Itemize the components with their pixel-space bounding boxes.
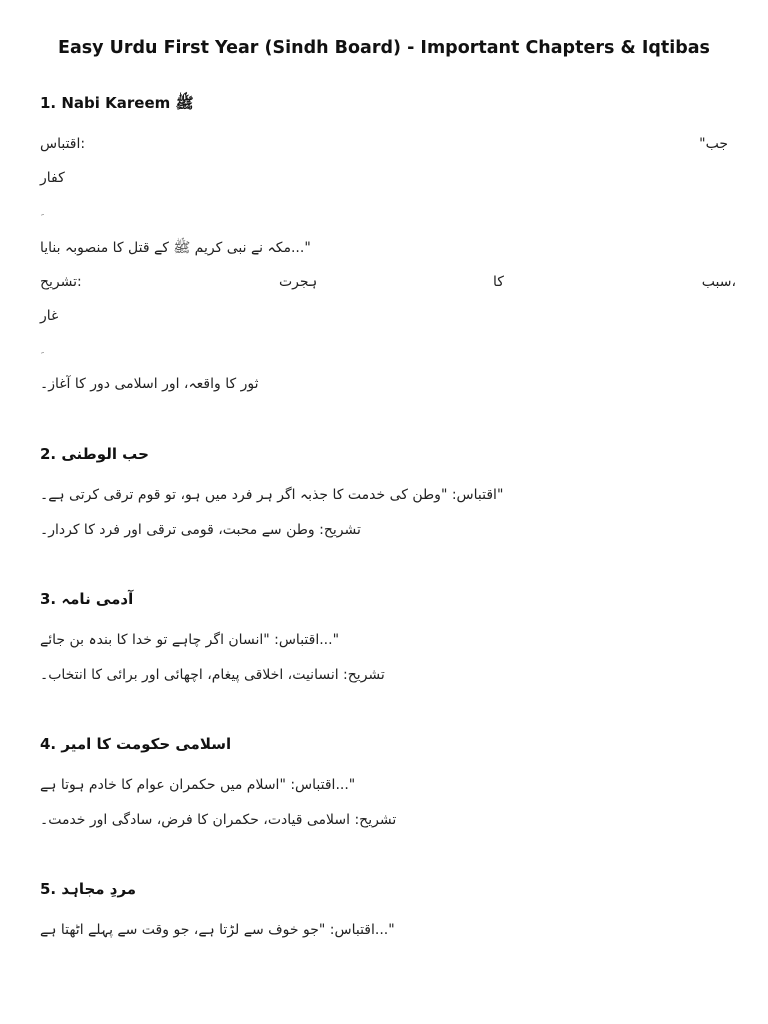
section-5-heading: 5. مردِ مجاہد [40,880,137,898]
quote-text-line-2: کفار [40,170,65,186]
section-3-heading: 3. آدمی نامہ [40,590,134,608]
explanation-line-2: غار [40,308,59,324]
section-4-explanation: تشریح: اسلامی قیادت، حکمران کا فرض، سادگی اور خدمت۔ [40,812,397,828]
explanation-word-3: سبب، [701,274,736,290]
explanation-label: تشریح: [40,274,82,290]
section-3-quote: اقتباس: "انسان اگر چاہے تو خدا کا بندہ بن جائے..." [40,632,340,648]
section-5-quote: اقتباس: "جو خوف سے لڑتا ہے، جو وقت سے پہلے اٹھتا ہے..." [40,922,395,938]
quote-label: اقتباس: [40,136,86,152]
quote-text-end: "جب [699,136,728,152]
explanation-word-1: ہجرت [279,274,318,290]
section-1-heading: 1. Nabi Kareem ﷺ [40,94,194,112]
explanation-word-2: کا [493,274,504,290]
section-4-quote: اقتباس: "اسلام میں حکمران عوام کا خادم ہوتا ہے..." [40,777,356,793]
section-2-explanation: تشریح: وطن سے محبت، قومی ترقی اور فرد کا کردار۔ [40,522,361,538]
section-4-heading: 4. اسلامی حکومت کا امیر [40,735,232,753]
quote-text-line-3: مکہ نے نبی کریم ﷺ کے قتل کا منصوبہ بنایا..." [40,240,311,256]
section-3-explanation: تشریح: انسانیت، اخلاقی پیغام، اچھائی اور برائی کا انتخاب۔ [40,667,385,683]
page-title: Easy Urdu First Year (Sindh Board) - Important Chapters & Iqtibas [58,38,710,58]
explanation-line-3: ثور کا واقعہ، اور اسلامی دور کا آغاز۔ [40,376,259,392]
section-2-heading: 2. حب الوطنی [40,445,149,463]
section-2-quote: اقتباس: "وطن کی خدمت کا جذبہ اگر ہر فرد میں ہو، تو قوم ترقی کرتی ہے۔" [40,487,504,503]
